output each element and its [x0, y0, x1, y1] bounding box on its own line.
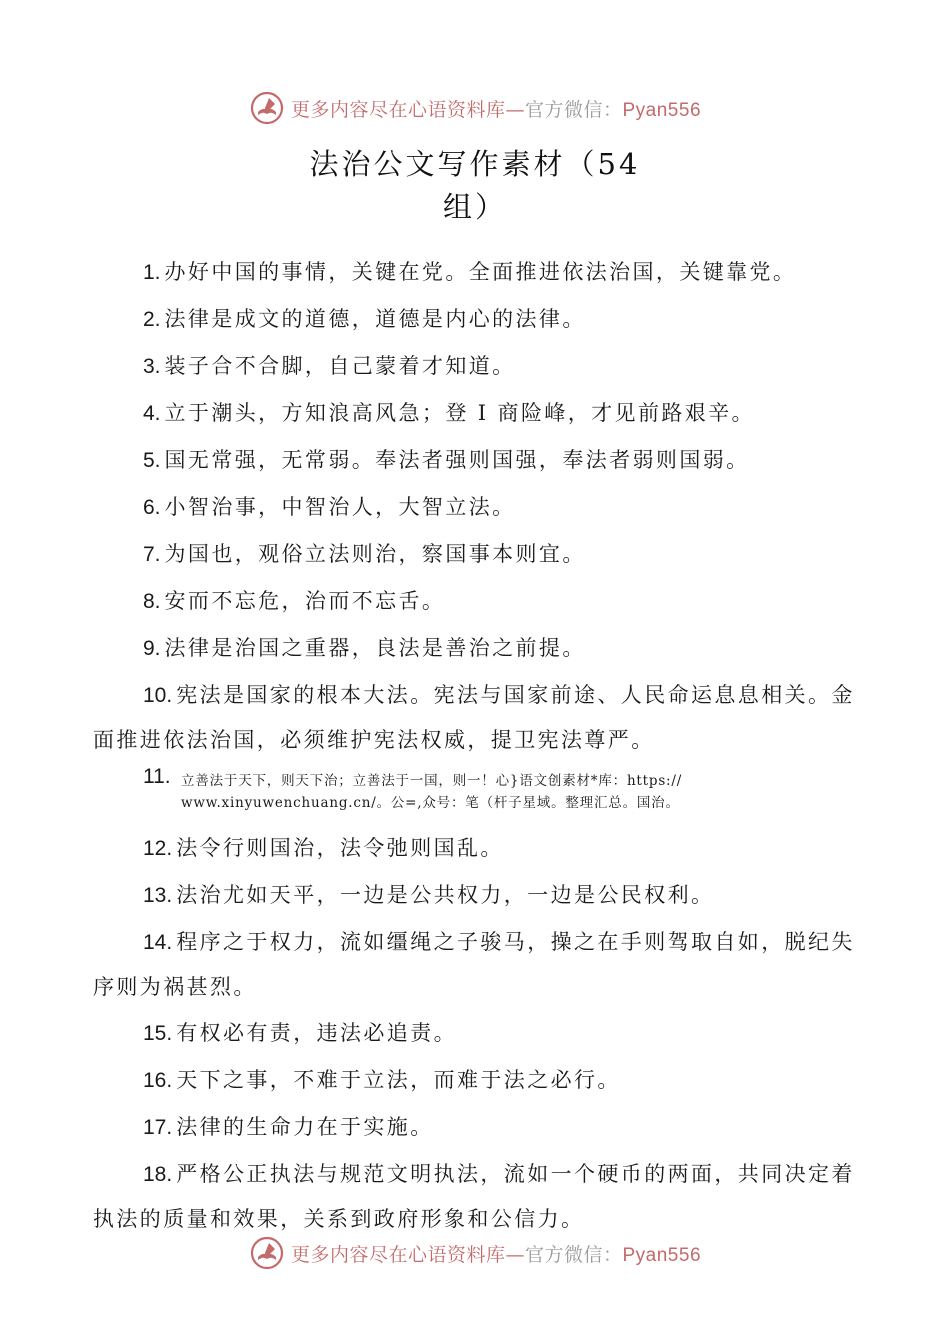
- item-number: 9.: [143, 637, 161, 660]
- list-item: [93, 673, 858, 762]
- item-number: 13.: [143, 884, 173, 907]
- item-number: 6.: [143, 496, 161, 519]
- item-text: 有权必有责，违法必追责。: [176, 1021, 458, 1045]
- item-text: 法律的生命力在于实施。: [176, 1115, 434, 1139]
- item-text: 立于潮头，方知浪高风急；登 I 商险峰，才见前路艰辛。: [164, 401, 755, 425]
- header-banner-text: [291, 95, 701, 122]
- list-item: [93, 579, 858, 624]
- document-body: [93, 250, 858, 1243]
- list-item: [93, 920, 858, 1009]
- list-item: [93, 391, 858, 436]
- item-text: 程序之于权力，流如缰绳之子骏马，操之在手则驾取自如，脱纪失序则为祸甚烈。: [93, 930, 855, 999]
- header-banner: [0, 86, 950, 130]
- page-title: [0, 143, 950, 229]
- item-number: 5.: [143, 449, 161, 472]
- item-text: 法律是治国之重器，良法是善治之前提。: [164, 636, 586, 660]
- item-text: 宪法是国家的根本大法。宪法与国家前途、人民命运息息相关。金面推进依法治国，必须维护宪法权威，提卫宪法尊严。: [93, 683, 855, 752]
- list-item: [93, 873, 858, 918]
- footer-banner: [0, 1231, 950, 1275]
- item-number: 1.: [143, 261, 161, 284]
- item-text: 严格公正执法与规范文明执法，流如一个硬币的两面，共同决定着执法的质量和效果，关系到政府形象和公信力。: [93, 1162, 855, 1231]
- item-number: 14.: [143, 931, 173, 954]
- item-number: 4.: [143, 402, 161, 425]
- item-number: 10.: [143, 684, 173, 707]
- item-number: 8.: [143, 590, 161, 613]
- wechat-id: Pyan556: [622, 1244, 702, 1266]
- list-item: [93, 826, 858, 871]
- item-text: 法令行则国治，法令弛则国乱。: [176, 836, 504, 860]
- item-number: 12.: [143, 837, 173, 860]
- item-text: 安而不忘危，治而不忘舌。: [164, 589, 446, 613]
- list-item: [93, 1105, 858, 1150]
- list-item: [93, 250, 858, 295]
- item-number: 15.: [143, 1022, 173, 1045]
- item-number: 7.: [143, 543, 161, 566]
- item-number: 17.: [143, 1116, 173, 1139]
- list-item: [93, 1011, 858, 1056]
- list-item: [93, 532, 858, 577]
- item-text: 国无常强，无常弱。奉法者强则国强，奉法者弱则国弱。: [164, 448, 750, 472]
- item-text: 法律是成文的道德，道德是内心的法律。: [164, 307, 586, 331]
- item-text: 办好中国的事情，关键在党。全面推进依法治国，关键靠党。: [164, 260, 797, 284]
- item-text: 法治尤如天平，一边是公共权力，一边是公民权利。: [176, 883, 715, 907]
- item-text: 装子合不合脚，自己蒙着才知道。: [164, 354, 516, 378]
- list-item: [93, 438, 858, 483]
- site-name: 更多内容尽在心语资料库—: [290, 1243, 525, 1266]
- list-item: [93, 344, 858, 389]
- list-item: [93, 765, 858, 814]
- item-number: 2.: [143, 308, 161, 331]
- item-number: 18.: [143, 1163, 173, 1186]
- page-title-line-2: 组）: [442, 190, 507, 224]
- wechat-label: 官方微信：: [524, 98, 623, 121]
- list-item: [93, 297, 858, 342]
- item-text: 小智治事，中智治人，大智立法。: [164, 495, 516, 519]
- wechat-label: 官方微信：: [524, 1243, 623, 1266]
- item-number: 16.: [143, 1069, 173, 1092]
- wechat-id: Pyan556: [622, 99, 702, 121]
- item-text-continued: www.xinyuwenchuang.cn/。公=,众号：笔（杆子星域。整理汇总。国治。: [181, 795, 680, 811]
- item-number: 3.: [143, 355, 161, 378]
- item-text: 天下之事，不难于立法，而难于法之必行。: [176, 1068, 621, 1092]
- list-item: [93, 626, 858, 671]
- list-item: [93, 1152, 858, 1241]
- list-item: [93, 1058, 858, 1103]
- book-pen-logo-icon: [249, 1235, 285, 1271]
- page-title-line-1: 法治公文写作素材（54: [309, 147, 641, 181]
- book-pen-logo-icon: [249, 90, 285, 126]
- list-item: [93, 485, 858, 530]
- site-name: 更多内容尽在心语资料库—: [290, 98, 525, 121]
- item-text: 立善法于天下，则天下治；立善法于一国，则一！心}语文创素材*库：https://: [181, 773, 683, 789]
- item-text: 为国也，观俗立法则治，察国事本则宜。: [164, 542, 586, 566]
- footer-banner-text: [291, 1240, 701, 1267]
- item-number: 11.: [143, 765, 171, 788]
